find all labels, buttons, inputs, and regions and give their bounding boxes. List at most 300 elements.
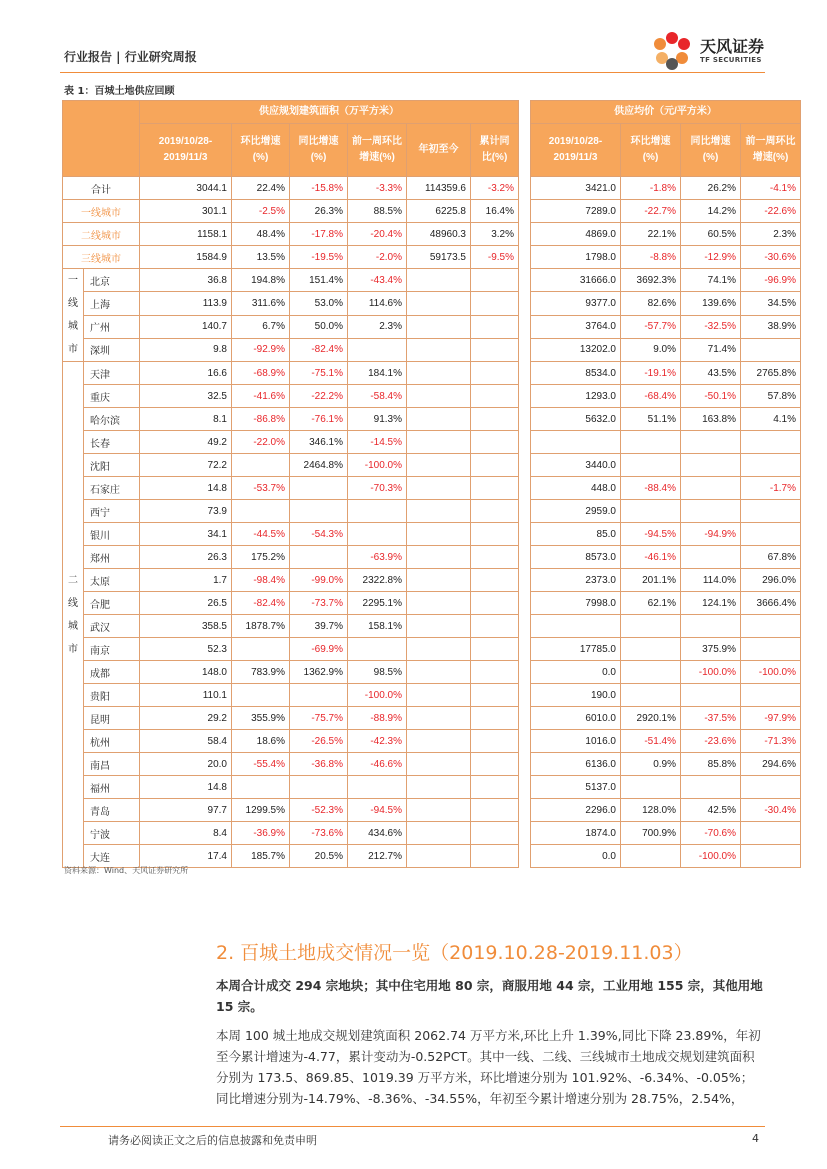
table-cell: 34.5% (741, 292, 801, 315)
table-cell (741, 523, 801, 546)
table-cell: 0.9% (621, 753, 681, 776)
table-cell (290, 477, 348, 500)
city-name: 南京 (84, 638, 140, 661)
table-cell (348, 776, 407, 799)
table-cell: 2920.1% (621, 707, 681, 730)
table-cell (348, 638, 407, 661)
table-cell (741, 845, 801, 868)
header-divider (60, 72, 765, 73)
table-cell: 184.1% (348, 362, 407, 385)
table-cell: -94.9% (681, 523, 741, 546)
column-header: 累计同比(%) (471, 124, 519, 177)
table-cell: 700.9% (621, 822, 681, 845)
table-cell: 20.5% (290, 845, 348, 868)
tier-label: 一 线 城 市 (63, 269, 84, 362)
table-cell: -17.8% (290, 223, 348, 246)
table-cell: 43.5% (681, 362, 741, 385)
page-number: 4 (752, 1132, 759, 1145)
table-cell (621, 431, 681, 454)
table-cell (407, 546, 471, 569)
table-cell: 2765.8% (741, 362, 801, 385)
table-cell (471, 385, 519, 408)
city-name: 南昌 (84, 753, 140, 776)
table-cell (407, 408, 471, 431)
table-cell: 1362.9% (290, 661, 348, 684)
city-name: 长春 (84, 431, 140, 454)
table-cell: -58.4% (348, 385, 407, 408)
table-cell (471, 454, 519, 477)
table-cell: 42.5% (681, 799, 741, 822)
table-cell: -20.4% (348, 223, 407, 246)
table-cell: -100.0% (348, 684, 407, 707)
table-cell (741, 822, 801, 845)
table-cell (621, 638, 681, 661)
table-cell: 22.1% (621, 223, 681, 246)
table-cell: 22.4% (232, 177, 290, 200)
table-cell (471, 615, 519, 638)
table-cell: 17785.0 (531, 638, 621, 661)
table-cell (407, 385, 471, 408)
table-cell: -69.9% (290, 638, 348, 661)
table-cell: -70.3% (348, 477, 407, 500)
table-row (63, 730, 801, 753)
table-cell (471, 523, 519, 546)
table-cell: 1293.0 (531, 385, 621, 408)
table-cell: -76.1% (290, 408, 348, 431)
table-cell: 190.0 (531, 684, 621, 707)
table-cell: -42.3% (348, 730, 407, 753)
table-title: 表 1：百城土地供应回顾 (64, 86, 175, 97)
table-cell: 9.8 (140, 338, 232, 361)
table-cell: -41.6% (232, 385, 290, 408)
table-cell: 128.0% (621, 799, 681, 822)
table-cell: -36.9% (232, 822, 290, 845)
table-row (63, 707, 801, 730)
column-header: 2019/10/28-2019/11/3 (140, 124, 232, 177)
table-cell: 1874.0 (531, 822, 621, 845)
table-cell: -50.1% (681, 385, 741, 408)
city-name: 上海 (84, 292, 140, 315)
table-cell: 7998.0 (531, 592, 621, 615)
table-cell (407, 822, 471, 845)
table-cell: -68.4% (621, 385, 681, 408)
table-cell: -73.6% (290, 822, 348, 845)
brand-logo (650, 30, 780, 72)
table-cell: 1299.5% (232, 799, 290, 822)
city-name: 重庆 (84, 385, 140, 408)
table-cell: 185.7% (232, 845, 290, 868)
table-cell: -3.2% (471, 177, 519, 200)
table-cell: -22.0% (232, 431, 290, 454)
table-cell: -26.5% (290, 730, 348, 753)
table-cell: 358.5 (140, 615, 232, 638)
table-cell (407, 338, 471, 361)
table-cell (471, 753, 519, 776)
table-cell: -82.4% (290, 338, 348, 361)
table-cell (621, 500, 681, 523)
table-cell: -2.0% (348, 246, 407, 269)
table-cell (741, 776, 801, 799)
table-cell: -97.9% (741, 707, 801, 730)
table-cell: -88.4% (621, 477, 681, 500)
table-cell: 2959.0 (531, 500, 621, 523)
table-cell: 158.1% (348, 615, 407, 638)
land-supply-table (62, 100, 801, 868)
table-cell (407, 292, 471, 315)
table-cell: 1878.7% (232, 615, 290, 638)
row-label: 三线城市 (63, 246, 140, 269)
city-name: 天津 (84, 362, 140, 385)
table-row (63, 454, 801, 477)
table-cell (471, 408, 519, 431)
table-cell: 3044.1 (140, 177, 232, 200)
table-cell (348, 500, 407, 523)
table-cell: 148.0 (140, 661, 232, 684)
table-cell: -23.6% (681, 730, 741, 753)
table-cell (681, 684, 741, 707)
table-cell (471, 362, 519, 385)
table-cell: -100.0% (681, 661, 741, 684)
table-cell: -22.7% (621, 200, 681, 223)
table-cell: 6010.0 (531, 707, 621, 730)
table-row (63, 822, 801, 845)
table-cell: 85.8% (681, 753, 741, 776)
table-cell (471, 477, 519, 500)
table-cell (407, 684, 471, 707)
table-cell: 3.2% (471, 223, 519, 246)
table-cell: -100.0% (348, 454, 407, 477)
table-cell (407, 730, 471, 753)
table-cell: 5632.0 (531, 408, 621, 431)
footer-disclaimer: 请务必阅读正文之后的信息披露和免责申明 (108, 1134, 317, 1147)
footer-divider (60, 1126, 765, 1127)
table-cell (290, 776, 348, 799)
table-cell (407, 638, 471, 661)
table-row (63, 615, 801, 638)
table-cell: 175.2% (232, 546, 290, 569)
table-cell: 2373.0 (531, 569, 621, 592)
table-cell: 163.8% (681, 408, 741, 431)
table-cell: -15.8% (290, 177, 348, 200)
table-cell (621, 776, 681, 799)
table-cell: -30.4% (741, 799, 801, 822)
table-cell: -96.9% (741, 269, 801, 292)
table-cell (471, 269, 519, 292)
table-cell (407, 661, 471, 684)
brand-name-cn: 天风证券 (700, 37, 765, 56)
table-cell: -9.5% (471, 246, 519, 269)
table-cell (407, 454, 471, 477)
table-cell (232, 500, 290, 523)
table-cell: 14.8 (140, 477, 232, 500)
table-cell: -54.3% (290, 523, 348, 546)
table-cell (232, 454, 290, 477)
table-cell (681, 546, 741, 569)
city-name: 青岛 (84, 799, 140, 822)
city-name: 石家庄 (84, 477, 140, 500)
table-source: 资料来源：Wind、天风证券研究所 (64, 866, 189, 875)
table-cell: 13.5% (232, 246, 290, 269)
table-cell: -2.5% (232, 200, 290, 223)
table-cell: 53.0% (290, 292, 348, 315)
table-cell: -94.5% (348, 799, 407, 822)
table-cell: 50.0% (290, 315, 348, 338)
table-cell: -43.4% (348, 269, 407, 292)
table-cell: 355.9% (232, 707, 290, 730)
table-cell: 58.4 (140, 730, 232, 753)
table-cell: 2322.8% (348, 569, 407, 592)
table-cell (232, 776, 290, 799)
table-cell: 36.8 (140, 269, 232, 292)
table-cell: 74.1% (681, 269, 741, 292)
table-cell: 88.5% (348, 200, 407, 223)
table-cell (407, 269, 471, 292)
table-cell: 52.3 (140, 638, 232, 661)
city-name: 成都 (84, 661, 140, 684)
table-row (63, 177, 801, 200)
table-cell (471, 315, 519, 338)
city-name: 昆明 (84, 707, 140, 730)
table-cell: -14.5% (348, 431, 407, 454)
table-cell (407, 523, 471, 546)
table-cell: 31666.0 (531, 269, 621, 292)
column-header: 同比增速(%) (681, 124, 741, 177)
table-cell: 139.6% (681, 292, 741, 315)
city-name: 宁波 (84, 822, 140, 845)
table-cell: -100.0% (681, 845, 741, 868)
table-cell (681, 500, 741, 523)
table-row (63, 362, 801, 385)
table-cell: 26.3% (290, 200, 348, 223)
table-cell: 20.0 (140, 753, 232, 776)
table-cell: 6.7% (232, 315, 290, 338)
table-cell: 9377.0 (531, 292, 621, 315)
table-cell (407, 431, 471, 454)
section-heading: 2. 百城土地成交情况一览（2019.10.28-2019.11.03） (216, 942, 693, 964)
table-cell: 2.3% (348, 315, 407, 338)
city-name: 贵阳 (84, 684, 140, 707)
table-cell (471, 338, 519, 361)
table-cell: 14.2% (681, 200, 741, 223)
table-cell: 114.6% (348, 292, 407, 315)
city-name: 西宁 (84, 500, 140, 523)
table-cell: -71.3% (741, 730, 801, 753)
report-category: 行业报告 | 行业研究周报 (64, 50, 197, 64)
table-cell (407, 592, 471, 615)
table-cell: 140.7 (140, 315, 232, 338)
table-cell (681, 615, 741, 638)
table-cell: 434.6% (348, 822, 407, 845)
table-row (63, 592, 801, 615)
table-cell (407, 477, 471, 500)
table-cell: 294.6% (741, 753, 801, 776)
table-cell: -52.3% (290, 799, 348, 822)
section-body: 本周 100 城土地成交规划建筑面积 2062.74 万平方米,环比上升 1.39%,同比下降 23.89%，年初至今累计增速为-4.77，累计变动为-0.52PCT。其中一线、二线、三线城市土地成交规划建筑面积分别为 173.5、869.85、1019.39 万平方米，环比增速分别为 101.92%、-6.34%、-0.05%；同比增速分别为-14.79%、-8.36%、-34.55%，年初至今累计增速分别为 28.75%，2.54%， (216, 1028, 761, 1106)
table-cell: 194.8% (232, 269, 290, 292)
table-cell: 296.0% (741, 569, 801, 592)
table-cell (471, 500, 519, 523)
table-cell: -92.9% (232, 338, 290, 361)
table-cell (681, 454, 741, 477)
column-header: 环比增速(%) (621, 124, 681, 177)
table-cell: 113.9 (140, 292, 232, 315)
table-cell: -53.7% (232, 477, 290, 500)
table-cell: -46.6% (348, 753, 407, 776)
city-name: 深圳 (84, 338, 140, 361)
table-cell: -63.9% (348, 546, 407, 569)
table-cell: 48960.3 (407, 223, 471, 246)
table-cell (348, 338, 407, 361)
table-cell (471, 776, 519, 799)
table-cell: 85.0 (531, 523, 621, 546)
table-row (63, 569, 801, 592)
table-cell: 124.1% (681, 592, 741, 615)
column-header: 2019/10/28-2019/11/3 (531, 124, 621, 177)
table-cell: 8.4 (140, 822, 232, 845)
table-cell: 311.6% (232, 292, 290, 315)
column-header: 前一周环比增速(%) (741, 124, 801, 177)
table-cell: 0.0 (531, 661, 621, 684)
table-cell: 8573.0 (531, 546, 621, 569)
table-cell (407, 776, 471, 799)
table-row (63, 523, 801, 546)
table-cell (741, 684, 801, 707)
table-cell (621, 454, 681, 477)
table-cell (741, 638, 801, 661)
table-cell: 1158.1 (140, 223, 232, 246)
table-cell: -22.2% (290, 385, 348, 408)
table-cell: 16.4% (471, 200, 519, 223)
table-cell: -100.0% (741, 661, 801, 684)
table-cell (348, 523, 407, 546)
table-cell: -94.5% (621, 523, 681, 546)
table-cell: -37.5% (681, 707, 741, 730)
table-cell: 38.9% (741, 315, 801, 338)
table-cell: 16.6 (140, 362, 232, 385)
table-cell: 346.1% (290, 431, 348, 454)
table-cell: 1584.9 (140, 246, 232, 269)
table-cell: 7289.0 (531, 200, 621, 223)
table-cell: 72.2 (140, 454, 232, 477)
table-row (63, 500, 801, 523)
city-name: 武汉 (84, 615, 140, 638)
row-label: 合计 (63, 177, 140, 200)
table-cell: 97.7 (140, 799, 232, 822)
table-cell: -75.1% (290, 362, 348, 385)
table-cell: 3421.0 (531, 177, 621, 200)
table-cell: 6136.0 (531, 753, 621, 776)
table-cell: 18.6% (232, 730, 290, 753)
table-cell (471, 661, 519, 684)
table-row (63, 661, 801, 684)
table-cell (471, 730, 519, 753)
table-cell: 91.3% (348, 408, 407, 431)
table-row (63, 546, 801, 569)
city-name: 大连 (84, 845, 140, 868)
table-cell: -99.0% (290, 569, 348, 592)
table-cell: 9.0% (621, 338, 681, 361)
table-cell: -12.9% (681, 246, 741, 269)
table-cell: 34.1 (140, 523, 232, 546)
table-cell (471, 822, 519, 845)
table-cell: -86.8% (232, 408, 290, 431)
table-cell: 49.2 (140, 431, 232, 454)
table-cell (471, 569, 519, 592)
brand-name-en: TF SECURITIES (700, 56, 762, 64)
table-cell: 57.8% (741, 385, 801, 408)
table-cell (471, 592, 519, 615)
table-row (63, 431, 801, 454)
row-label: 一线城市 (63, 200, 140, 223)
group-header-area: 供应规划建筑面积（万平方米） (140, 101, 519, 124)
flower-logo-icon (650, 30, 694, 72)
table-cell: 26.3 (140, 546, 232, 569)
table-cell (407, 707, 471, 730)
table-cell (621, 684, 681, 707)
table-cell (471, 638, 519, 661)
table-cell: 4.1% (741, 408, 801, 431)
table-cell (681, 477, 741, 500)
table-row (63, 799, 801, 822)
table-cell: 114359.6 (407, 177, 471, 200)
table-cell: 98.5% (348, 661, 407, 684)
table-cell: 4869.0 (531, 223, 621, 246)
table-cell (407, 315, 471, 338)
table-cell: -75.7% (290, 707, 348, 730)
column-header: 环比增速(%) (232, 124, 290, 177)
table-cell: 301.1 (140, 200, 232, 223)
table-cell: -1.8% (621, 177, 681, 200)
table-column-header (63, 124, 801, 177)
table-cell (471, 431, 519, 454)
table-cell: 1798.0 (531, 246, 621, 269)
table-cell: -73.7% (290, 592, 348, 615)
table-cell: -98.4% (232, 569, 290, 592)
table-cell: 26.5 (140, 592, 232, 615)
table-cell (681, 776, 741, 799)
table-cell (471, 292, 519, 315)
table-cell: 13202.0 (531, 338, 621, 361)
table-cell: 48.4% (232, 223, 290, 246)
table-cell: -36.8% (290, 753, 348, 776)
table-cell (407, 500, 471, 523)
table-row (63, 776, 801, 799)
table-cell: 1016.0 (531, 730, 621, 753)
table-row (63, 477, 801, 500)
table-cell: -19.1% (621, 362, 681, 385)
table-row (63, 684, 801, 707)
table-cell (471, 707, 519, 730)
table-cell: -70.6% (681, 822, 741, 845)
table-cell (681, 431, 741, 454)
table-cell: 783.9% (232, 661, 290, 684)
table-cell (741, 500, 801, 523)
table-cell: 1.7 (140, 569, 232, 592)
table-row (63, 200, 801, 223)
table-cell (407, 845, 471, 868)
table-cell: 73.9 (140, 500, 232, 523)
city-name: 哈尔滨 (84, 408, 140, 431)
table-cell (741, 431, 801, 454)
table-cell: -57.7% (621, 315, 681, 338)
table-cell (531, 615, 621, 638)
group-header-price: 供应均价（元/平方米） (531, 101, 801, 124)
table-cell: -88.9% (348, 707, 407, 730)
table-cell: 2295.1% (348, 592, 407, 615)
table-cell: 8534.0 (531, 362, 621, 385)
table-cell: 67.8% (741, 546, 801, 569)
table-row (63, 269, 801, 292)
